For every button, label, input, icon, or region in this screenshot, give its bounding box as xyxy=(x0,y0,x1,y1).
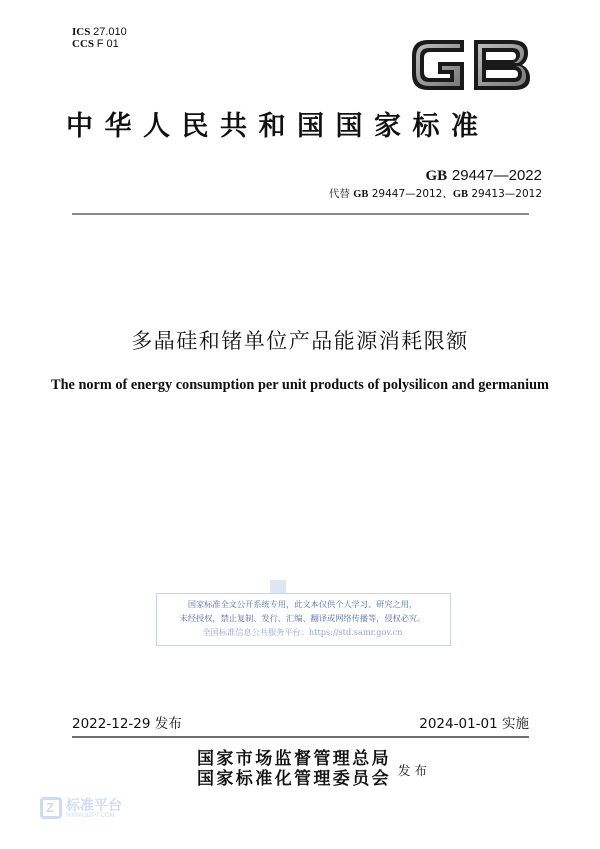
top-divider xyxy=(72,213,529,215)
national-standard-title: 中华人民共和国国家标准 xyxy=(66,111,490,142)
standard-prefix: GB xyxy=(425,168,448,184)
publish-date: 2022-12-29 发布 xyxy=(72,716,182,732)
copyright-notice xyxy=(156,597,449,639)
ccs-label: CCS xyxy=(72,38,95,50)
notice-line-2: 未经授权，禁止复制、发行、汇编、翻译或网络传播等，侵权必究。 xyxy=(179,613,426,623)
notice-line-1: 国家标准全文公开系统专用，此文本仅供个人学习、研究之用， xyxy=(187,599,418,609)
ics-label: ICS xyxy=(72,26,91,38)
replaces-label: 代替 xyxy=(328,188,350,200)
replaced-std-1-prefix: GB xyxy=(353,189,369,200)
bzpt-logo-icon xyxy=(40,797,62,819)
replaced-std-2-number: 29413—2012 xyxy=(471,188,542,200)
ccs-code xyxy=(72,38,127,50)
issuing-authorities xyxy=(197,749,391,789)
replaces-standards xyxy=(329,186,542,201)
implement-date: 2024-01-01 实施 xyxy=(419,716,529,732)
notice-line-3: 全国标准信息公共服务平台：https://std.samr.gov.cn xyxy=(202,627,403,637)
classification-codes xyxy=(72,26,127,50)
standard-number xyxy=(425,166,542,185)
replaced-std-2-prefix: GB xyxy=(452,189,469,200)
replaced-std-1-number: 29447—2012 xyxy=(371,188,443,200)
document-title-cn: 多晶硅和锗单位产品能源消耗限额 xyxy=(131,329,469,353)
gb-emblem-icon xyxy=(408,36,534,94)
ics-value: 27.010 xyxy=(93,26,127,38)
bottom-divider xyxy=(72,736,529,738)
issue-label: 发布 xyxy=(398,763,432,778)
watermark-logo-letter: Z xyxy=(46,800,54,815)
watermark-name: 标准平台 xyxy=(66,798,122,814)
issuer-2: 国家标准化管理委员会 xyxy=(197,769,391,789)
ccs-value: F 01 xyxy=(96,38,119,50)
samr-stamp-icon xyxy=(270,580,286,593)
ics-code xyxy=(72,26,127,38)
watermark-url: WWW.BZPT.COM xyxy=(66,813,115,819)
separator: 、 xyxy=(442,188,453,200)
issuer-1: 国家市场监督管理总局 xyxy=(197,749,391,769)
standard-number-value: 29447—2022 xyxy=(451,167,542,184)
document-title-en: The norm of energy consumption per unit products of polysilicon and germanium xyxy=(51,377,549,393)
